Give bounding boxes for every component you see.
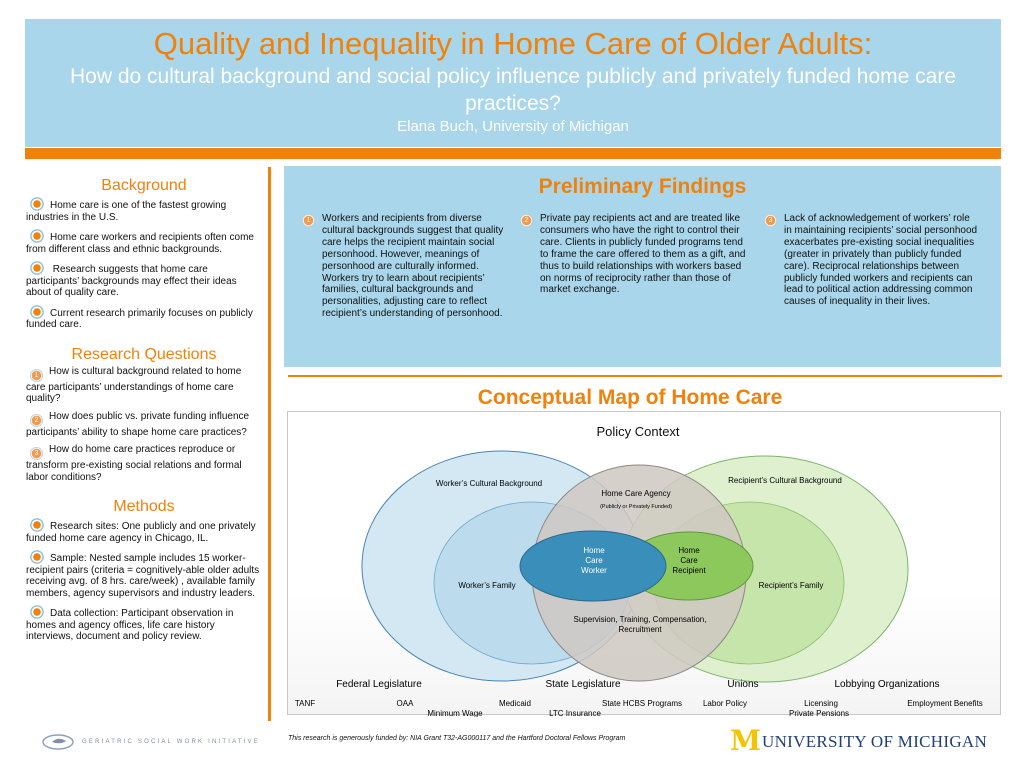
column-divider bbox=[268, 167, 271, 721]
background-item: Home care is one of the fastest growing industries in the U.S. bbox=[26, 197, 262, 223]
background-item: Current research primarily focuses on publicly funded care. bbox=[26, 305, 262, 331]
finding-item: 3 Lack of acknowledgement of workers’ role in maintaining recipients’ social personhood exacerbates pre-existing social inequalities (greater in privately than publicly funded care). Reciprocal relationships between publicly funded workers and recipients can lead to political action addressing common causes of inequality in their lives. bbox=[784, 213, 979, 308]
policy-label: Federal Legislature bbox=[336, 679, 422, 690]
bullet-icon bbox=[30, 197, 44, 211]
block-m-logo: M bbox=[730, 724, 761, 757]
worker-family-label: Worker’s Family bbox=[458, 581, 516, 590]
background-title: Background bbox=[101, 177, 187, 194]
research-questions-title: Research Questions bbox=[71, 345, 217, 363]
header-divider bbox=[25, 148, 1001, 159]
number-icon: 1 bbox=[30, 369, 43, 382]
policy-item: Licensing bbox=[804, 699, 838, 708]
background-item: Home care workers and recipients often come from different class and ethnic backgrounds. bbox=[26, 229, 262, 255]
agency-sub-label: (Publicly or Privately Funded) bbox=[600, 504, 672, 510]
policy-item: Private Pensions bbox=[788, 709, 850, 717]
left-column bbox=[26, 176, 262, 649]
map-title: Conceptual Map of Home Care bbox=[477, 386, 783, 409]
worker-label-line: Worker bbox=[581, 566, 607, 575]
policy-label: Lobbying Organizations bbox=[834, 679, 940, 690]
background-item: Research suggests that home care participants’ backgrounds may effect their ideas about of quality care. bbox=[26, 261, 262, 299]
bullet-icon bbox=[30, 305, 44, 319]
number-icon: 2 bbox=[30, 414, 43, 427]
findings-title: Preliminary Findings bbox=[538, 175, 747, 198]
policy-label: Unions bbox=[727, 679, 759, 690]
funding-note: This research is generously funded by: NIA Grant T32-AG000117 and the Hartford Doctoral Fellows Program bbox=[288, 735, 626, 742]
worker-label-line: Care bbox=[585, 556, 603, 565]
methods-item: Data collection: Participant observation in homes and agency offices, life care history interviews, document and policy review. bbox=[26, 605, 262, 643]
number-icon: 3 bbox=[764, 214, 777, 227]
university-name: UNIVERSITY OF MICHIGAN bbox=[762, 732, 988, 751]
gswi-logo-text: GERIATRIC SOCIAL WORK INITIATIVE bbox=[82, 739, 260, 745]
worker-cultural-label: Worker’s Cultural Background bbox=[435, 479, 543, 488]
findings-panel bbox=[284, 166, 1001, 367]
policy-item: Medicaid bbox=[498, 699, 532, 708]
recipient-label-line: Home bbox=[678, 546, 700, 555]
supervision-label-line: Recruitment bbox=[618, 625, 662, 634]
bullet-icon bbox=[30, 518, 44, 532]
question-item: 2 How does public vs. private funding influence participants’ ability to shape home care practices? bbox=[26, 410, 250, 438]
poster-subtitle: How do cultural background and social policy influence publicly and privately funded home care practices? bbox=[69, 65, 957, 115]
section-divider bbox=[288, 375, 1002, 377]
bullet-icon bbox=[30, 550, 44, 564]
policy-item: Labor Policy bbox=[702, 699, 748, 708]
bullet-icon bbox=[30, 229, 44, 243]
question-item: 1 How is cultural background related to home care participants’ understandings of home care quality? bbox=[26, 365, 242, 404]
poster-title: Quality and Inequality in Home Care of Older Adults: bbox=[153, 26, 873, 61]
university-logo bbox=[730, 724, 994, 757]
policy-label: State Legislature bbox=[545, 679, 621, 690]
number-icon: 2 bbox=[520, 214, 533, 227]
gswi-logo-icon bbox=[40, 733, 80, 751]
bullet-icon bbox=[30, 261, 44, 275]
number-icon: 3 bbox=[30, 447, 43, 460]
recipient-family-label: Recipient’s Family bbox=[758, 581, 824, 590]
policy-item: Employment Benefits bbox=[907, 699, 983, 708]
methods-item: Sample: Nested sample includes 15 worker-recipient pairs (criteria = cognitively-able older adults receiving avg. of 8 hrs. care/week) , available family members, agency supervisors and industry leaders. bbox=[26, 550, 262, 599]
recipient-label-line: Care bbox=[680, 556, 698, 565]
methods-item: Research sites: One publicly and one privately funded home care agency in Chicago, IL. bbox=[26, 518, 262, 544]
bullet-icon bbox=[30, 605, 44, 619]
number-icon: 1 bbox=[302, 214, 315, 227]
agency-label: Home Care Agency bbox=[601, 489, 671, 498]
supervision-label-line: Supervision, Training, Compensation, bbox=[573, 615, 707, 624]
policy-item: TANF bbox=[294, 699, 316, 708]
poster-header bbox=[25, 19, 1001, 147]
recipient-cultural-label: Recipient’s Cultural Background bbox=[728, 476, 842, 485]
policy-item: State HCBS Programs bbox=[601, 699, 683, 708]
question-item: 3 How do home care practices reproduce or transform pre-existing social relations and formal labor conditions? bbox=[26, 444, 242, 483]
policy-item: Minimum Wage bbox=[427, 709, 483, 717]
policy-item: OAA bbox=[396, 699, 414, 708]
policy-context-label: Policy Context bbox=[596, 424, 680, 439]
methods-title: Methods bbox=[113, 498, 175, 515]
worker-label-line: Home bbox=[583, 546, 605, 555]
recipient-label-line: Recipient bbox=[672, 566, 706, 575]
conceptual-map-diagram bbox=[287, 411, 1001, 717]
finding-item: 1 Workers and recipients from diverse cultural backgrounds suggest that quality care helps the recipient maintain social personhood. However, meanings of personhood are culturally informed. Workers try to learn about recipients’ families, cultural backgrounds and personalities, adjusting care to reflect recipient’s understanding of personhood. bbox=[322, 213, 514, 320]
policy-item: LTC Insurance bbox=[549, 709, 601, 717]
finding-item: 2 Private pay recipients act and are treated like consumers who have the right to control their care. Clients in publicly funded programs tend to frame the care offered to them as a gift, and thus to build relationships with workers based on norms of reciprocity rather than those of market exchange. bbox=[540, 213, 752, 296]
poster-author: Elana Buch, University of Michigan bbox=[397, 118, 629, 135]
